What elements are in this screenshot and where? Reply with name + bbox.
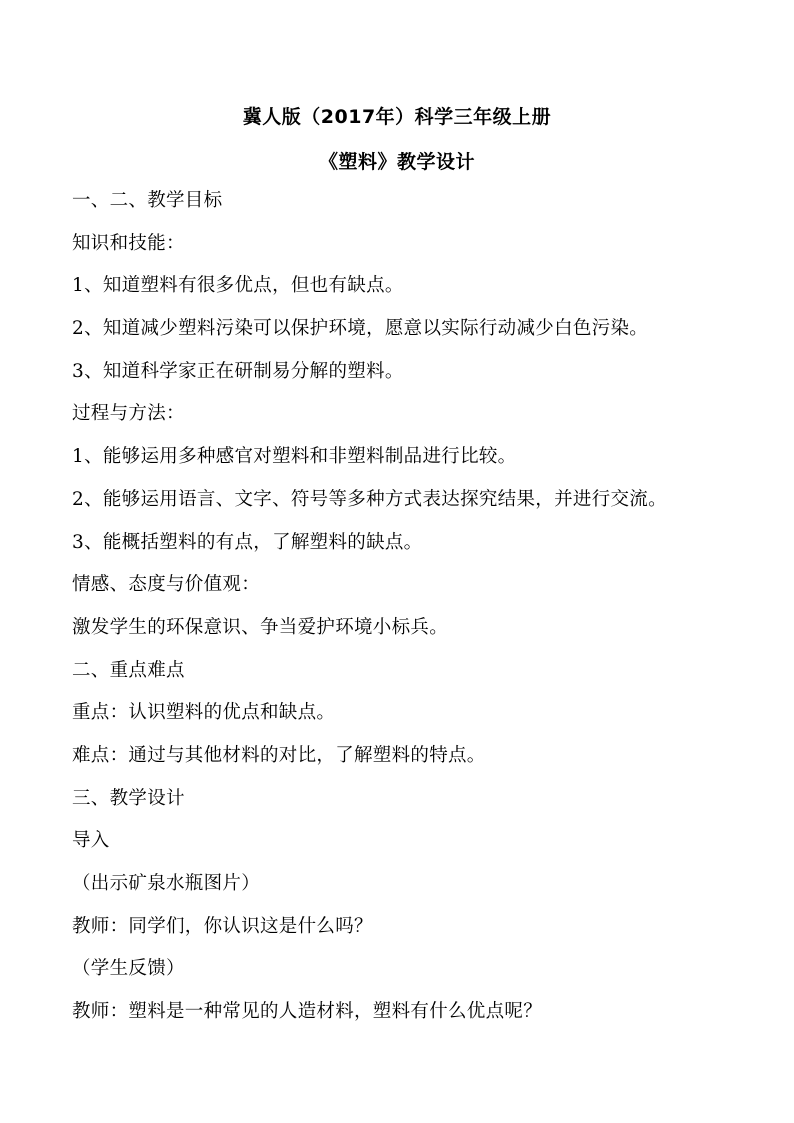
body-line: 1、能够运用多种感官对塑料和非塑料制品进行比较。 [72, 446, 517, 468]
body-line: 2、知道减少塑料污染可以保护环境，愿意以实际行动减少白色污染。 [72, 318, 649, 340]
document-subtitle: 《塑料》教学设计 [318, 151, 475, 173]
body-line: （出示矿泉水瓶图片） [72, 873, 261, 894]
heading-teaching-goals: 一、二、教学目标 [72, 190, 223, 211]
body-line: 3、知道科学家正在研制易分解的塑料。 [72, 360, 404, 382]
body-line: 重点：认识塑料的优点和缺点。 [72, 702, 336, 724]
document-body [72, 188, 732, 1042]
body-line: 难点：通过与其他材料的对比，了解塑料的特点。 [72, 744, 486, 766]
subheading-attitude-values: 情感、态度与价值观： [72, 574, 261, 596]
body-line: 2、能够运用语言、文字、符号等多种方式表达探究结果，并进行交流。 [72, 488, 667, 510]
body-line: 1、知道塑料有很多优点，但也有缺点。 [72, 275, 404, 297]
body-line: （学生反馈） [72, 958, 185, 980]
heading-key-points: 二、重点难点 [72, 659, 185, 681]
body-line: 教师：同学们，你认识这是什么吗？ [72, 915, 373, 937]
body-line: 激发学生的环保意识、争当爱护环境小标兵。 [72, 616, 449, 638]
subheading-introduction: 导入 [72, 830, 110, 852]
body-line: 教师：塑料是一种常见的人造材料，塑料有什么优点呢？ [72, 1001, 543, 1023]
heading-teaching-design: 三、教学设计 [72, 787, 185, 809]
body-line: 3、能概括塑料的有点，了解塑料的缺点。 [72, 531, 423, 553]
subheading-process-methods: 过程与方法： [72, 403, 185, 425]
document-title: 冀人版（2017年）科学三年级上册 [242, 106, 552, 128]
subheading-knowledge-skills: 知识和技能： [72, 232, 185, 254]
